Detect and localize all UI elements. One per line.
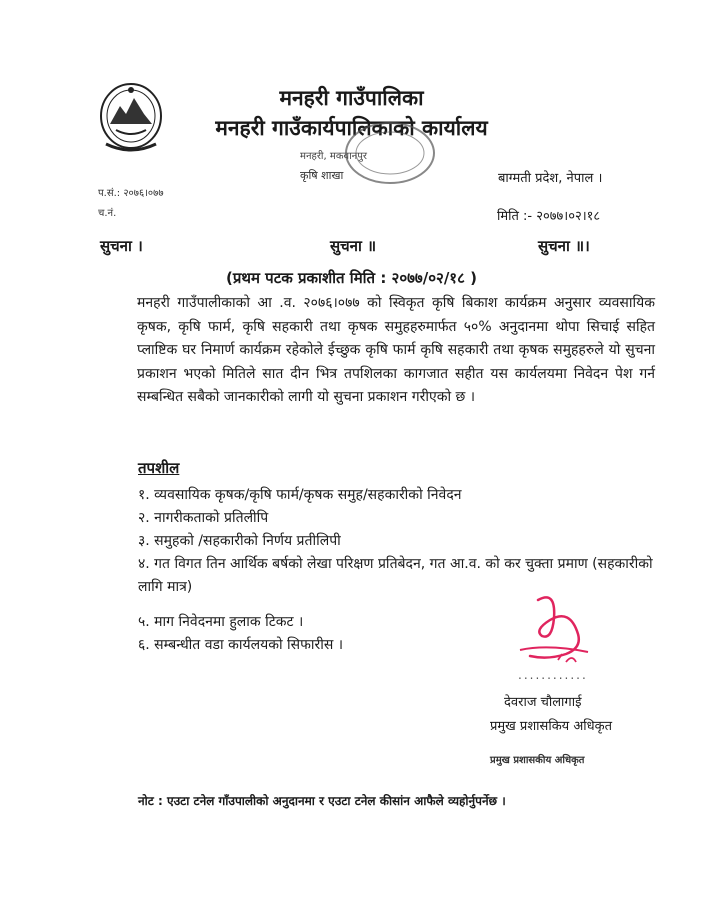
notice-label-center: सुचना ॥ xyxy=(330,237,377,255)
org-office-name: मनहरी गाउँकार्यपालिकाको कार्यालय xyxy=(215,116,488,140)
list-item: ४. गत विगत तिन आर्थिक बर्षको लेखा परिक्षण प्रतिबेदन, गत आ.व. को कर चुक्ता प्रमाण (सहकारीको लागि मात्र) xyxy=(138,556,653,595)
org-name: मनहरी गाउँपालिका xyxy=(279,86,424,110)
first-published-date: (प्रथम पटक प्रकाशीत मिति : २०७७/०२/१८ ) xyxy=(226,269,477,287)
signature-line: ............ xyxy=(518,668,588,682)
signature-icon xyxy=(508,590,598,675)
issue-date: मिति :- २०७७।०२।१८ xyxy=(497,209,601,224)
list-item: ५. माग निवेदनमा हुलाक टिकट । xyxy=(138,614,304,630)
signatory-role: प्रमुख प्रशासकिय अधिकृत xyxy=(490,719,613,734)
office-stamp-icon xyxy=(340,118,440,188)
org-branch: कृषि शाखा xyxy=(300,169,344,182)
signatory-name: देवराज चौलागाई xyxy=(504,695,582,710)
list-item: १. व्यवसायिक कृषक/कृषि फार्म/कृषक समुह/सहकारीको निवेदन xyxy=(138,487,462,503)
tapshil-heading: तपशील xyxy=(138,459,180,477)
province: बाग्मती प्रदेश, नेपाल । xyxy=(498,171,603,186)
notice-body: मनहरी गाउँपालीकाको आ .व. २०७६।०७७ को स्विकृत कृषि बिकाश कार्यक्रम अनुसार व्यवसायिक कृषक, कृषि फार्म, कृषि सहकारी तथा कृषक समुहहरुमार्फत ५०% अनुदानमा थोपा सिचाई सहित प्लाष्टिक घर निमार्ण कार्यक्रम रहेकोले ईच्छुक कृषि फार्म कृषि सहकारी तथा कृषक समुहहरुले यो सुचना प्रकाशन भएको मितिले सात दीन भित्र तपशिलका कागजात सहीत यस कार्यलयमा निवेदन पेश गर्न सम्बन्धित सबैको जानकारीको लागी यो सुचना प्रकाशन गरीएको छ । xyxy=(137,295,655,405)
footnote: नोट : एउटा टनेल गाँउपालीको अनुदानमा र एउटा टनेल कीसांन आफैले व्यहोर्नुपर्नेछ । xyxy=(138,794,506,808)
notice-label-right: सुचना ॥। xyxy=(538,237,590,255)
reference-number: प.सं.: २०७६।०७७ xyxy=(98,188,164,199)
org-address: मनहरी, मकवानपुर xyxy=(300,151,368,162)
list-item: ६. सम्बन्धीत वडा कार्यलयको सिफारीस । xyxy=(138,637,344,653)
list-item: २. नागरीकताको प्रतिलीपि xyxy=(138,510,269,526)
list-item: ३. समुहको /सहकारीको निर्णय प्रतीलिपी xyxy=(138,533,341,549)
signatory-role-stamp: प्रमुख प्रशासकीय अधिकृत xyxy=(490,755,585,766)
notice-label-left: सुचना । xyxy=(100,237,143,255)
dispatch-number: च.नं. xyxy=(98,208,117,219)
